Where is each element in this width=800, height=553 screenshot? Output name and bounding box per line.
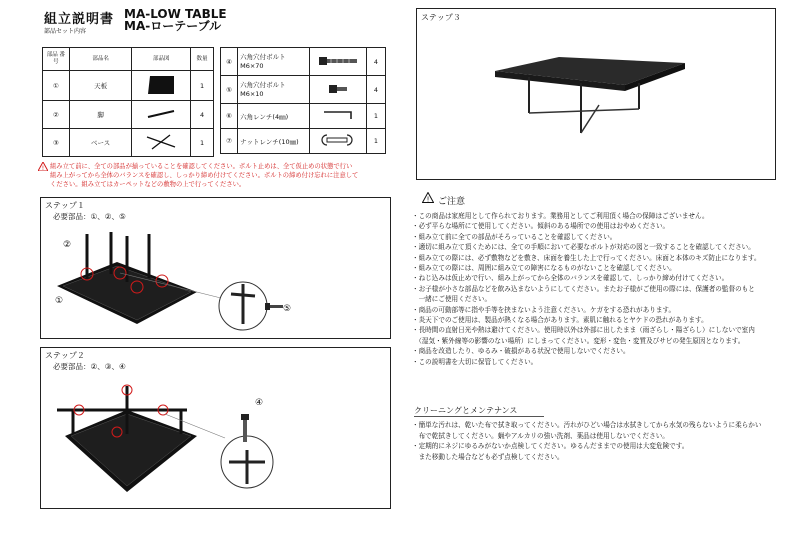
table-row bbox=[221, 129, 386, 154]
base-diagram bbox=[132, 129, 191, 157]
part-qty: 4 bbox=[191, 101, 214, 129]
list-item: ・長時間の直射日光や熱は避けてください。使用時以外は外部に出したまま（雨ざらし・陽ざらし）にしないで室内 bbox=[412, 326, 755, 335]
step1-label: ステップ１ bbox=[45, 201, 85, 210]
list-item: ・組み立ての際には、周囲に組み立ての障害になるものがないことを確認してください。 bbox=[412, 264, 676, 273]
callout-tabletop: ① bbox=[55, 296, 64, 306]
part-number: ② bbox=[43, 101, 70, 129]
list-item: ・組み立ての際には、必ず敷物などを敷き、床面を養生した上で行ってください。床面と本体のキズ防止になります。 bbox=[412, 253, 761, 262]
step1-panel bbox=[40, 197, 391, 339]
table-row bbox=[221, 104, 386, 129]
step2-panel bbox=[40, 347, 391, 509]
callout-leg: ② bbox=[63, 240, 72, 250]
list-item: ・商品を改造したり、ゆるみ・破損がある状況で使用しないでください。 bbox=[412, 347, 630, 356]
warning-line: ください。組み立てはカーペットなどの敷物の上で行ってください。 bbox=[50, 181, 246, 188]
list-item: ・ねじ込みは仮止めで行い、組み上がってから全体のバランスを確認して、しっかり締め付けてください。 bbox=[412, 274, 729, 283]
callout-bolt-m6x70: ④ bbox=[255, 398, 264, 408]
part-number: ③ bbox=[43, 129, 70, 157]
part-qty: 4 bbox=[366, 48, 385, 76]
list-item: （湿気・紫外線等の影響のない場所）にしまってください。変形・変色・変質及びサビの発生原因となります。 bbox=[412, 336, 745, 345]
manual-title: 組立説明書 bbox=[44, 12, 115, 27]
svg-text:!: ! bbox=[426, 195, 430, 203]
model-name-en: MA-LOW TABLE bbox=[124, 7, 227, 21]
table-row bbox=[43, 101, 214, 129]
step1-diagram bbox=[47, 224, 377, 336]
list-item: ・定期的にネジにゆるみがないか点検してください。ゆるんだままでの使用は大変危険です。 bbox=[412, 442, 689, 451]
cleaning-title: クリーニングとメンテナンス bbox=[414, 406, 518, 415]
list-item: ・この商品は家庭用として作られております。業務用としてご利用頂く場合の保障はございません。 bbox=[412, 212, 709, 220]
parts-set-subtitle: 部品セット内容 bbox=[44, 28, 87, 35]
part-number: ① bbox=[43, 71, 70, 101]
part-name: 六角穴付ボルト M6×70 bbox=[238, 48, 309, 76]
list-item: 一緒にご使用ください。 bbox=[412, 295, 492, 304]
part-number: ④ bbox=[221, 48, 238, 76]
part-qty: 1 bbox=[366, 104, 385, 129]
svg-text:!: ! bbox=[41, 165, 45, 171]
caution-list bbox=[412, 211, 792, 367]
table-row bbox=[221, 76, 386, 104]
list-item: ・炎天下でのご使用は、製品が熱くなる場合があります。素肌に触れるとヤケドの恐れがあります。 bbox=[412, 316, 708, 325]
step2-label: ステップ２ bbox=[45, 351, 85, 360]
part-number: ⑦ bbox=[221, 129, 238, 154]
part-name: ナットレンチ(10㎜) bbox=[238, 129, 309, 154]
step3-label: ステップ３ bbox=[421, 13, 461, 22]
step3-panel bbox=[416, 8, 776, 180]
list-item: ・商品の可動部等に指や手等を挟まないよう注意ください。ケガをする恐れがあります。 bbox=[412, 305, 676, 314]
list-item: ・適切に組み立て頂くためには、全ての手順において必要なボルトが対応の図と一致することを確認してください。 bbox=[412, 243, 755, 252]
part-name: 六角レンチ(4㎜) bbox=[238, 104, 309, 129]
table-row bbox=[221, 48, 386, 76]
part-qty: 1 bbox=[366, 129, 385, 154]
list-item: ・必ず平らな場所にて使用してください。傾斜のある場所での使用はおやめください。 bbox=[412, 222, 670, 231]
hex-wrench-diagram bbox=[309, 104, 366, 129]
warning-icon bbox=[38, 162, 48, 171]
part-qty: 4 bbox=[366, 76, 385, 104]
parts-table-left bbox=[42, 47, 214, 157]
step2-required-parts: 必要部品：②、③、④ bbox=[53, 362, 126, 371]
part-name: 天板 bbox=[69, 71, 131, 101]
list-item: ・この説明書を大切に保管してください。 bbox=[412, 357, 538, 366]
list-item: ・お子様が小さな部品などを飲み込まないようにしてください。またお子様がご使用の際には、保護者の監督のもと bbox=[412, 284, 755, 293]
part-name: 脚 bbox=[69, 101, 131, 129]
step2-diagram bbox=[47, 374, 377, 506]
col-header-name: 部品名 bbox=[69, 48, 131, 71]
part-qty: 1 bbox=[191, 129, 214, 157]
list-item: ・組み立て前に全ての部品がそろっていることを確認してください。 bbox=[412, 232, 617, 241]
bolt-m6x10-diagram bbox=[309, 76, 366, 104]
model-name bbox=[124, 8, 227, 32]
cleaning-divider bbox=[414, 416, 544, 417]
part-name: 六角穴付ボルト M6×10 bbox=[238, 76, 309, 104]
bolt-m6x70-diagram bbox=[309, 48, 366, 76]
part-qty: 1 bbox=[191, 71, 214, 101]
callout-bolt: ⑤ bbox=[283, 304, 292, 314]
tabletop-diagram bbox=[132, 71, 191, 101]
table-row bbox=[43, 129, 214, 157]
leg-diagram bbox=[132, 101, 191, 129]
col-header-no: 部品 番号 bbox=[43, 48, 70, 71]
caution-title: ご注意 bbox=[438, 197, 466, 207]
part-number: ⑥ bbox=[221, 104, 238, 129]
cleaning-list bbox=[412, 420, 792, 462]
col-header-qty: 数量 bbox=[191, 48, 214, 71]
list-item: また移動した場合なども必ず点検してください。 bbox=[412, 452, 564, 461]
warning-line: 組み上がってから全体のバランスを確認し、しっかり締め付けてください。ボルトの締め付け忘れに注意して bbox=[50, 172, 359, 179]
list-item: 布で乾拭きしてください。蝋やアルカリの強い洗剤、薬品は使用しないでください。 bbox=[412, 431, 669, 440]
step1-required-parts: 必要部品：①、②、⑤ bbox=[53, 212, 126, 221]
table-row bbox=[43, 71, 214, 101]
list-item: ・簡単な汚れは、乾いた布で拭き取ってください。汚れがひどい場合は水拭きしてから水気の残らないように柔らかい bbox=[412, 421, 762, 429]
warning-line: 組み立て前に、全ての部品が揃っていることを確認してください。ボルト止めは、全て仮止めの状態で行い bbox=[50, 163, 353, 170]
model-name-jp: MA-ローテーブル bbox=[124, 19, 222, 33]
caution-icon bbox=[422, 192, 434, 203]
part-number: ⑤ bbox=[221, 76, 238, 104]
nut-wrench-diagram bbox=[309, 129, 366, 154]
finished-table-image bbox=[489, 53, 689, 137]
parts-table-header bbox=[43, 48, 214, 71]
col-header-diagram: 部品図 bbox=[132, 48, 191, 71]
part-name: ベース bbox=[69, 129, 131, 157]
parts-table-right bbox=[220, 47, 386, 154]
